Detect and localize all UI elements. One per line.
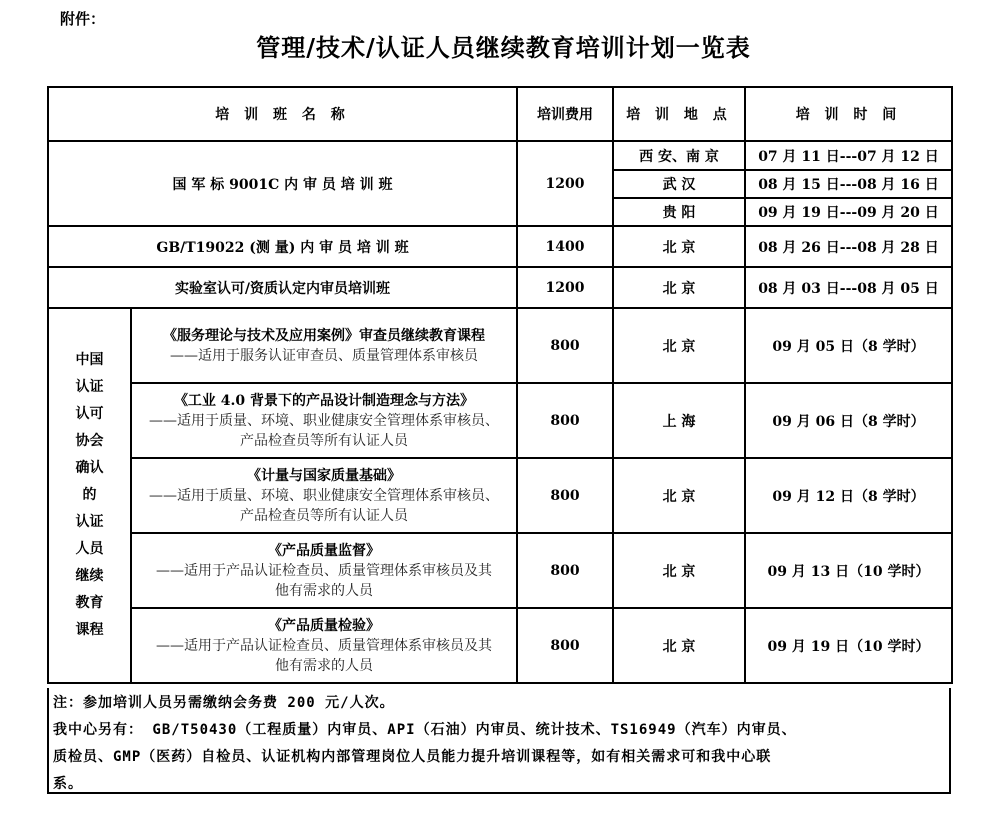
course-location: 北 京 <box>613 608 745 683</box>
header-time: 培 训 时 间 <box>745 87 952 141</box>
group-label-char: 教育 <box>75 595 104 611</box>
course-title: 《计量与国家质量基础》 <box>247 467 401 484</box>
course-time: 09 月 19 日---09 月 20 日 <box>745 198 952 226</box>
header-fee: 培训费用 <box>517 87 613 141</box>
course-time: 08 月 26 日---08 月 28 日 <box>745 226 952 267</box>
course-audience-cont: 他有需求的人员 <box>275 582 373 599</box>
course-cell <box>131 608 517 683</box>
notes-box <box>47 688 951 794</box>
course-name: 实验室认可/资质认定内审员培训班 <box>48 267 517 308</box>
course-time: 09 月 19 日（10 学时） <box>745 608 952 683</box>
course-cell <box>131 533 517 608</box>
group-label-char: 中国 <box>75 352 104 368</box>
course-fee: 1200 <box>517 141 613 226</box>
fee-note: 注：参加培训人员另需缴纳会务费 200 元/人次。 <box>53 695 395 711</box>
table-row <box>48 383 952 458</box>
other-courses-note: 我中心另有： GB/T50430（工程质量）内审员、API（石油）内审员、统计技术、TS16949（汽车）内审员、 <box>53 722 797 738</box>
group-label <box>48 308 131 683</box>
table-row <box>48 308 952 383</box>
course-title: 《工业 4.0 背景下的产品设计制造理念与方法》 <box>173 392 475 409</box>
group-label-char: 认可 <box>75 406 104 422</box>
course-audience-cont: 他有需求的人员 <box>275 657 373 674</box>
course-location: 西 安、南 京 <box>613 141 745 170</box>
course-fee: 1200 <box>517 267 613 308</box>
course-cell <box>131 308 517 383</box>
course-fee: 800 <box>517 308 613 383</box>
group-label-char: 认证 <box>75 514 104 530</box>
header-name: 培 训 班 名 称 <box>48 87 517 141</box>
other-courses-note-cont: 质检员、GMP（医药）自检员、认证机构内部管理岗位人员能力提升培训课程等，如有相关需求可和我中心联 <box>53 749 772 765</box>
course-audience-cont: 产品检查员等所有认证人员 <box>240 507 408 524</box>
header-row <box>48 87 952 141</box>
course-title: 《产品质量检验》 <box>268 617 380 634</box>
course-fee: 1400 <box>517 226 613 267</box>
course-title: 《产品质量监督》 <box>268 542 380 559</box>
course-audience: ——适用于质量、环境、职业健康安全管理体系审核员、 <box>149 487 499 504</box>
course-fee: 800 <box>517 608 613 683</box>
course-location: 北 京 <box>613 458 745 533</box>
course-time: 09 月 06 日（8 学时） <box>745 383 952 458</box>
course-cell <box>131 383 517 458</box>
table-row <box>48 141 952 170</box>
group-label-char: 课程 <box>75 622 104 638</box>
course-location: 北 京 <box>613 226 745 267</box>
training-plan-table <box>47 86 953 684</box>
course-time: 09 月 12 日（8 学时） <box>745 458 952 533</box>
group-label-char: 人员 <box>75 541 104 557</box>
course-location: 北 京 <box>613 267 745 308</box>
group-label-char: 认证 <box>75 379 104 395</box>
course-location: 北 京 <box>613 533 745 608</box>
course-time: 09 月 13 日（10 学时） <box>745 533 952 608</box>
course-audience: ——适用于服务认证审查员、质量管理体系审核员 <box>170 347 478 364</box>
course-time: 08 月 15 日---08 月 16 日 <box>745 170 952 198</box>
table-row <box>48 226 952 267</box>
group-label-char: 的 <box>82 487 97 503</box>
group-label-char: 确认 <box>75 460 104 476</box>
course-fee: 800 <box>517 533 613 608</box>
table-row <box>48 267 952 308</box>
course-time: 08 月 03 日---08 月 05 日 <box>745 267 952 308</box>
course-location: 上 海 <box>613 383 745 458</box>
course-audience: ——适用于质量、环境、职业健康安全管理体系审核员、 <box>149 412 499 429</box>
course-title: 《服务理论与技术及应用案例》审查员继续教育课程 <box>163 327 485 344</box>
course-name: 国 军 标 9001C 内 审 员 培 训 班 <box>48 141 517 226</box>
other-courses-note-end: 系。 <box>53 776 83 792</box>
course-time: 09 月 05 日（8 学时） <box>745 308 952 383</box>
course-audience-cont: 产品检查员等所有认证人员 <box>240 432 408 449</box>
course-name: GB/T19022 (测 量) 内 审 员 培 训 班 <box>48 226 517 267</box>
attachment-label: 附件： <box>60 10 106 28</box>
table-row <box>48 533 952 608</box>
course-audience: ——适用于产品认证检查员、质量管理体系审核员及其 <box>156 562 492 579</box>
course-location: 北 京 <box>613 308 745 383</box>
course-fee: 800 <box>517 458 613 533</box>
table-row <box>48 608 952 683</box>
table-row <box>48 458 952 533</box>
course-location: 武 汉 <box>613 170 745 198</box>
page-title: 管理/技术/认证人员继续教育培训计划一览表 <box>256 33 751 62</box>
course-audience: ——适用于产品认证检查员、质量管理体系审核员及其 <box>156 637 492 654</box>
course-fee: 800 <box>517 383 613 458</box>
course-time: 07 月 11 日---07 月 12 日 <box>745 141 952 170</box>
header-location: 培 训 地 点 <box>613 87 745 141</box>
course-location: 贵 阳 <box>613 198 745 226</box>
group-label-char: 继续 <box>75 568 104 584</box>
group-label-char: 协会 <box>75 433 104 449</box>
course-cell <box>131 458 517 533</box>
